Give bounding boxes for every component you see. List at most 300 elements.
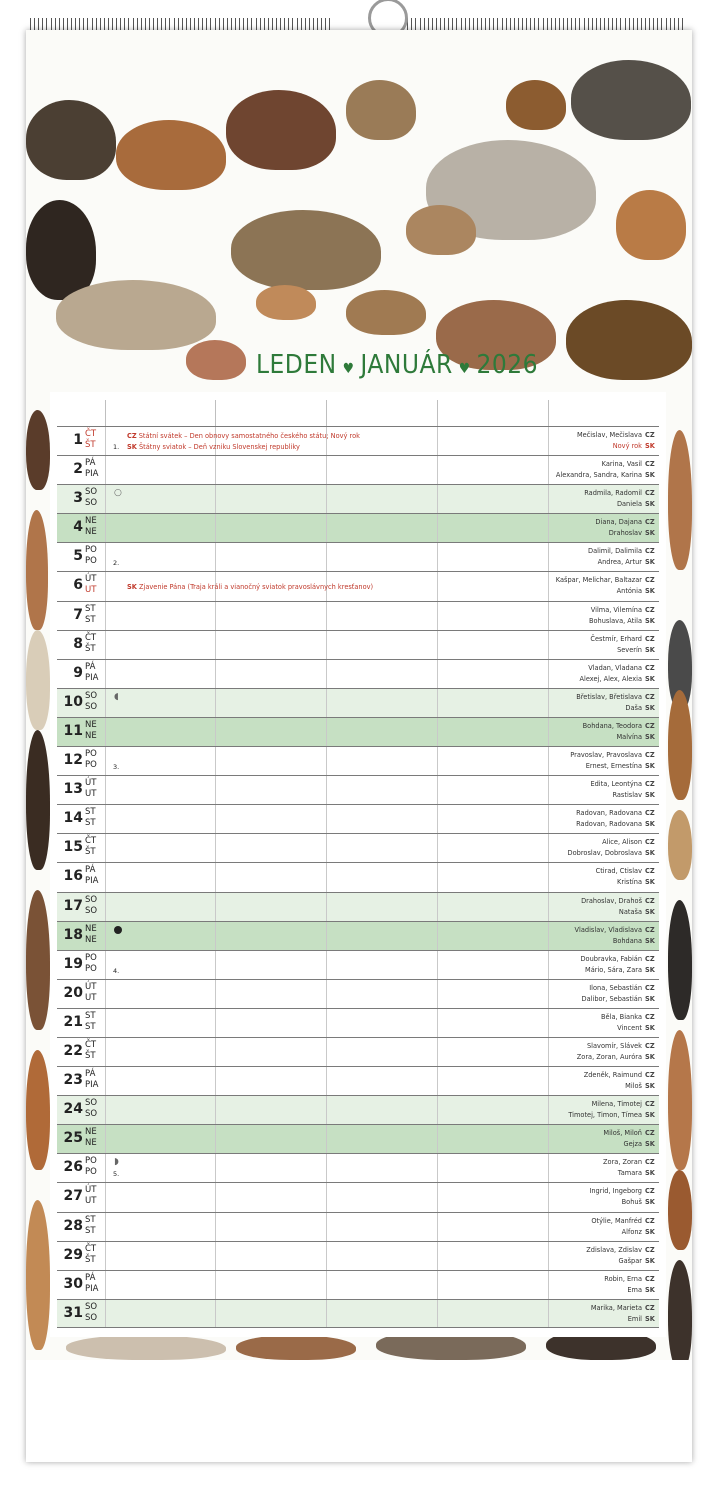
column-divider (326, 1067, 327, 1095)
column-divider (548, 1271, 549, 1299)
column-divider (215, 514, 216, 542)
column-divider (215, 631, 216, 659)
name-day-sk: Antónia (616, 587, 642, 596)
column-divider (105, 834, 106, 862)
column-divider (548, 1125, 549, 1153)
column-divider (437, 1154, 438, 1182)
day-name (85, 720, 97, 742)
day-row[interactable] (57, 1299, 659, 1328)
month-sk: JANUÁR (360, 350, 453, 380)
column-divider (437, 863, 438, 891)
name-days: Otýlie, Manfréd CZ Alfonz SK (591, 1216, 655, 1236)
name-day-cz: Mečislav, Mečislava (576, 431, 642, 439)
day-name-cz: ST (85, 807, 96, 818)
name-days: Karina, Vasil CZ Alexandra, Sandra, Karina SK (555, 460, 655, 480)
column-divider (326, 951, 327, 979)
day-name-sk: PIA (85, 876, 99, 887)
column-divider (215, 660, 216, 688)
day-row[interactable] (57, 659, 659, 688)
name-day-cz: Drahoslav, Drahoš (581, 896, 642, 905)
day-row[interactable] (57, 688, 659, 717)
column-divider (548, 1213, 549, 1241)
day-name (85, 429, 96, 451)
day-name-cz: SO (85, 894, 98, 905)
name-day-sk: Malvína (616, 732, 642, 741)
name-day-sk: Ernest, Ernestína (585, 762, 642, 771)
day-name-cz: ČT (85, 836, 97, 847)
column-divider (326, 602, 327, 630)
day-number: 28 (63, 1217, 83, 1234)
column-divider (548, 572, 549, 600)
day-number: 23 (63, 1072, 83, 1089)
column-divider (105, 1154, 106, 1182)
column-divider (215, 1038, 216, 1066)
name-day-cz: Milena, Timotej (591, 1100, 642, 1109)
column-divider (437, 602, 438, 630)
column-divider (437, 1009, 438, 1037)
day-row[interactable] (57, 484, 659, 513)
name-day-sk: Gašpar (618, 1256, 642, 1265)
column-divider (326, 1154, 327, 1182)
name-day-sk: Vincent (617, 1023, 642, 1032)
name-days: Marika, Marieta CZ Emil SK (590, 1303, 655, 1323)
day-row[interactable] (57, 979, 659, 1008)
day-name-sk: ST (85, 1225, 96, 1236)
day-number: 24 (63, 1101, 83, 1118)
day-name-cz: PÁ (85, 865, 96, 876)
name-day-sk: Gejza (623, 1140, 642, 1149)
column-divider (326, 980, 327, 1008)
day-name (85, 1127, 97, 1149)
day-name-cz: PO (85, 749, 97, 760)
column-divider (326, 543, 327, 571)
column-divider (215, 689, 216, 717)
calendar-grid-panel (50, 392, 666, 1337)
column-divider (326, 747, 327, 775)
column-divider (548, 1154, 549, 1182)
column-divider (105, 660, 106, 688)
name-day-cz: Miloš, Miloň (603, 1129, 642, 1138)
day-name-sk: PO (85, 963, 97, 974)
name-day-cz: Kašpar, Melichar, Baltazar (555, 576, 642, 585)
column-divider (326, 834, 327, 862)
name-day-cz: Otýlie, Manfréd (591, 1216, 642, 1225)
name-day-sk: Miloš (625, 1082, 642, 1091)
column-divider (326, 1096, 327, 1124)
day-row[interactable] (57, 601, 659, 630)
column-divider (215, 1067, 216, 1095)
name-day-sk: Andrea, Artur (597, 558, 642, 567)
name-day-cz: Robin, Erna (604, 1274, 642, 1283)
name-days: Běla, Bianka CZ Vincent SK (601, 1012, 655, 1032)
day-number: 26 (63, 1159, 83, 1176)
day-name-sk: UT (85, 585, 97, 596)
name-day-cz: Břetislav, Břetislava (576, 692, 642, 701)
column-divider (548, 922, 549, 950)
day-row[interactable] (57, 1095, 659, 1124)
day-number: 6 (73, 577, 83, 594)
day-name (85, 924, 97, 946)
day-number: 4 (73, 519, 83, 536)
day-name-sk: ŠT (85, 847, 96, 858)
name-day-sk: Alexej, Alex, Alexia (579, 674, 642, 683)
name-day-cz: Radmila, Radomil (584, 489, 642, 498)
column-divider (215, 1183, 216, 1211)
day-name-sk: NE (85, 934, 97, 945)
column-divider (548, 456, 549, 484)
day-name-cz: SO (85, 1098, 98, 1109)
column-divider (326, 689, 327, 717)
column-divider (548, 1242, 549, 1270)
week-number: 5. (113, 1170, 120, 1179)
heart-icon: ♥ (342, 361, 355, 377)
name-day-sk: Bohuslava, Atila (588, 616, 642, 625)
name-days: Mečislav, Mečislava CZ Nový rok SK (576, 431, 655, 450)
column-divider (105, 951, 106, 979)
day-number: 2 (73, 461, 83, 478)
name-day-cz: Čestmír, Erhard (590, 634, 642, 643)
day-number: 5 (73, 548, 83, 565)
column-divider (437, 1038, 438, 1066)
day-name-cz: NE (85, 719, 97, 730)
day-row[interactable] (57, 513, 659, 542)
column-divider (437, 1067, 438, 1095)
day-row[interactable] (57, 746, 659, 775)
day-row[interactable] (57, 1270, 659, 1299)
column-divider (437, 1183, 438, 1211)
day-row[interactable] (57, 1008, 659, 1037)
column-divider (215, 1300, 216, 1327)
column-divider (326, 1183, 327, 1211)
column-divider (437, 543, 438, 571)
holiday-sk: SK Štátny sviatok – Deň vzniku Slovenskej republiky (127, 443, 300, 451)
column-divider (548, 689, 549, 717)
column-divider (548, 893, 549, 921)
day-name (85, 1244, 96, 1266)
column-divider (326, 893, 327, 921)
day-name (85, 865, 98, 887)
name-day-cz: Vladislav, Vladislava (574, 925, 642, 934)
column-divider (215, 485, 216, 513)
column-divider (326, 718, 327, 746)
column-divider (105, 863, 106, 891)
day-row[interactable] (57, 717, 659, 746)
day-name-cz: PÁ (85, 1069, 96, 1080)
column-divider (215, 805, 216, 833)
name-day-cz: Pravoslav, Pravoslava (570, 751, 642, 760)
day-name-sk: PO (85, 760, 97, 771)
moon-phase-icon: ◗ (114, 1157, 119, 1168)
day-name-sk: SO (85, 701, 98, 712)
column-divider (105, 1125, 106, 1153)
column-divider (105, 1038, 106, 1066)
column-divider (437, 689, 438, 717)
day-number: 7 (73, 606, 83, 623)
day-name-cz: ST (85, 603, 96, 614)
column-divider (105, 543, 106, 571)
column-divider (437, 1096, 438, 1124)
day-row[interactable] (57, 426, 659, 455)
column-divider (548, 834, 549, 862)
month-title (256, 350, 538, 386)
column-divider (548, 1067, 549, 1095)
column-divider (437, 1242, 438, 1270)
column-divider (548, 543, 549, 571)
day-name-cz: ČT (85, 429, 97, 439)
name-day-sk: Nový rok (612, 442, 642, 450)
column-divider (105, 689, 106, 717)
name-days: Kašpar, Melichar, Baltazar CZ Antónia SK (555, 576, 655, 596)
name-day-sk: Bohuš (621, 1198, 642, 1207)
day-row[interactable] (57, 571, 659, 600)
column-divider (326, 1125, 327, 1153)
day-row[interactable] (57, 630, 659, 659)
column-divider (548, 980, 549, 1008)
column-divider (215, 1213, 216, 1241)
day-rows (57, 426, 659, 1328)
name-day-sk: Daniela (616, 500, 642, 509)
day-row[interactable] (57, 1124, 659, 1153)
name-days: Zdislava, Zdislav CZ Gašpar SK (586, 1245, 655, 1265)
name-days: Dalimil, Dalimila CZ Andrea, Artur SK (588, 547, 655, 567)
column-divider (215, 1009, 216, 1037)
day-number: 21 (63, 1013, 83, 1030)
column-divider (215, 893, 216, 921)
day-number: 25 (63, 1130, 83, 1147)
day-row[interactable] (57, 921, 659, 950)
day-name (85, 1098, 97, 1120)
day-row[interactable] (57, 1066, 659, 1095)
day-number: 9 (73, 664, 83, 681)
column-divider (105, 747, 106, 775)
name-days: Edita, Leontýna CZ Rastislav SK (590, 780, 655, 800)
name-days: Ilona, Sebastián CZ Dalibor, Sebastián SK (581, 983, 655, 1003)
day-number: 20 (63, 984, 83, 1001)
column-divider (437, 747, 438, 775)
name-days: Čestmír, Erhard CZ Severín SK (590, 634, 655, 654)
name-days: Ingrid, Ingeborg CZ Bohuš SK (589, 1187, 655, 1207)
column-divider (215, 980, 216, 1008)
name-days: Robin, Erna CZ Ema SK (604, 1274, 655, 1294)
name-day-cz: Marika, Marieta (590, 1303, 642, 1312)
new-moon-icon (114, 926, 122, 934)
grid-header (57, 400, 659, 426)
column-divider (548, 776, 549, 804)
name-days: Ctirad, Ctislav CZ Kristína SK (595, 867, 655, 887)
column-divider (437, 660, 438, 688)
column-divider (548, 1038, 549, 1066)
day-name (85, 836, 96, 858)
column-divider (437, 1300, 438, 1327)
name-day-sk: Timotej, Timon, Tímea (568, 1111, 642, 1120)
column-divider (215, 602, 216, 630)
name-day-cz: Karina, Vasil (601, 460, 642, 469)
name-days: Miloš, Miloň CZ Gejza SK (603, 1129, 655, 1149)
name-days: Vladislav, Vladislava CZ Bohdana SK (574, 925, 655, 945)
column-divider (548, 863, 549, 891)
day-name-cz: ST (85, 1010, 96, 1021)
day-name-cz: NE (85, 516, 97, 527)
column-divider (215, 1242, 216, 1270)
day-name-cz: PO (85, 952, 97, 963)
day-name-cz: ÚT (85, 574, 97, 585)
day-number: 14 (63, 810, 83, 827)
name-day-cz: Ilona, Sebastián (589, 983, 642, 992)
day-row[interactable] (57, 892, 659, 921)
name-days: Vladan, Vladana CZ Alexej, Alex, Alexia SK (579, 663, 655, 683)
name-day-cz: Ingrid, Ingeborg (589, 1187, 642, 1196)
column-divider (105, 514, 106, 542)
name-day-sk: Kristína (617, 878, 642, 887)
day-name (85, 778, 96, 800)
day-name-cz: PÁ (85, 1272, 96, 1283)
day-row[interactable] (57, 950, 659, 979)
column-divider (548, 660, 549, 688)
heart-icon: ♥ (458, 361, 471, 377)
day-name-sk: UT (85, 992, 97, 1003)
column-divider (548, 602, 549, 630)
week-number: 2. (113, 559, 120, 568)
day-name-cz: NE (85, 1127, 97, 1138)
day-row[interactable] (57, 833, 659, 862)
column-divider (105, 1067, 106, 1095)
day-name (85, 662, 98, 684)
day-name-cz: SO (85, 487, 98, 498)
name-day-cz: Zdeněk, Raimund (583, 1071, 642, 1080)
name-days: Radovan, Radovana CZ Radovan, Radovana SK (576, 809, 655, 829)
day-row[interactable] (57, 455, 659, 484)
column-divider (548, 631, 549, 659)
day-name (85, 604, 96, 626)
day-row[interactable] (57, 1182, 659, 1211)
day-name (85, 516, 97, 538)
column-divider (437, 776, 438, 804)
day-row[interactable] (57, 1241, 659, 1270)
day-number: 17 (63, 897, 83, 914)
column-divider (548, 427, 549, 455)
column-divider (437, 980, 438, 1008)
day-name-cz: PO (85, 1156, 97, 1167)
column-divider (437, 631, 438, 659)
column-divider (548, 1183, 549, 1211)
column-divider (105, 718, 106, 746)
column-divider (105, 572, 106, 600)
day-name (85, 749, 97, 771)
name-days: Bohdana, Teodora CZ Malvína SK (582, 721, 655, 741)
column-divider (326, 1213, 327, 1241)
column-divider (215, 951, 216, 979)
day-name-sk: PIA (85, 672, 99, 683)
day-name (85, 574, 96, 596)
name-day-sk: Drahoslav (608, 529, 642, 538)
column-divider (105, 1300, 106, 1327)
month-cz: LEDEN (256, 350, 337, 380)
day-name (85, 1040, 96, 1062)
column-divider (215, 863, 216, 891)
column-divider (105, 427, 106, 455)
day-name (85, 1215, 96, 1237)
column-divider (437, 718, 438, 746)
name-days: Břetislav, Břetislava CZ Daša SK (576, 692, 655, 712)
moon-phase-icon: ○ (114, 488, 122, 499)
column-divider (548, 805, 549, 833)
day-row[interactable] (57, 1212, 659, 1241)
day-name-sk: ST (85, 1021, 96, 1032)
column-divider (548, 514, 549, 542)
day-number: 8 (73, 635, 83, 652)
column-divider (105, 1009, 106, 1037)
column-divider (105, 776, 106, 804)
day-name (85, 953, 97, 975)
day-name (85, 691, 97, 713)
name-day-cz: Alice, Alison (602, 838, 642, 847)
column-divider (105, 1271, 106, 1299)
day-number: 18 (63, 926, 83, 943)
name-day-cz: Slavomír, Slávek (587, 1041, 642, 1050)
day-name-sk: PO (85, 1167, 97, 1178)
day-name-cz: SO (85, 1301, 98, 1312)
column-divider (326, 863, 327, 891)
column-divider (437, 922, 438, 950)
day-name-sk: UT (85, 1196, 97, 1207)
day-row[interactable] (57, 775, 659, 804)
column-divider (326, 1300, 327, 1327)
column-divider (215, 776, 216, 804)
name-days: Slavomír, Slávek CZ Zora, Zoran, Auróra SK (576, 1041, 655, 1061)
day-row[interactable] (57, 542, 659, 571)
column-divider (548, 1096, 549, 1124)
name-days: Radmila, Radomil CZ Daniela SK (584, 489, 655, 509)
day-number: 22 (63, 1042, 83, 1059)
column-divider (437, 572, 438, 600)
day-number: 30 (63, 1275, 83, 1292)
day-name-cz: ST (85, 1214, 96, 1225)
day-number: 11 (63, 722, 83, 739)
column-divider (105, 631, 106, 659)
name-days: Diana, Dajana CZ Drahoslav SK (595, 518, 655, 538)
day-row[interactable] (57, 1153, 659, 1182)
name-day-sk: Nataša (618, 907, 642, 916)
column-divider (326, 922, 327, 950)
day-number: 1 (73, 432, 83, 448)
day-name-cz: ČT (85, 1243, 97, 1254)
name-days: Doubravka, Fabián CZ Mário, Sára, Zara SK (580, 954, 655, 974)
week-number: 4. (113, 966, 120, 975)
day-name-cz: ÚT (85, 981, 97, 992)
column-divider (326, 1009, 327, 1037)
name-day-sk: Rastislav (612, 791, 642, 800)
day-row[interactable] (57, 1037, 659, 1066)
day-name (85, 1069, 98, 1091)
column-divider (437, 1271, 438, 1299)
column-divider (215, 1125, 216, 1153)
day-name-cz: PO (85, 545, 97, 556)
day-name-sk: SO (85, 905, 98, 916)
column-divider (215, 922, 216, 950)
column-divider (437, 805, 438, 833)
column-divider (215, 1096, 216, 1124)
column-divider (105, 922, 106, 950)
name-day-sk: Alexandra, Sandra, Karina (555, 471, 642, 480)
day-row[interactable] (57, 862, 659, 891)
column-divider (105, 1242, 106, 1270)
column-divider (215, 543, 216, 571)
day-name-cz: ÚT (85, 1185, 97, 1196)
day-name-sk: SO (85, 1109, 98, 1120)
week-number: 3. (113, 763, 120, 772)
day-number: 10 (63, 693, 83, 710)
day-row[interactable] (57, 804, 659, 833)
